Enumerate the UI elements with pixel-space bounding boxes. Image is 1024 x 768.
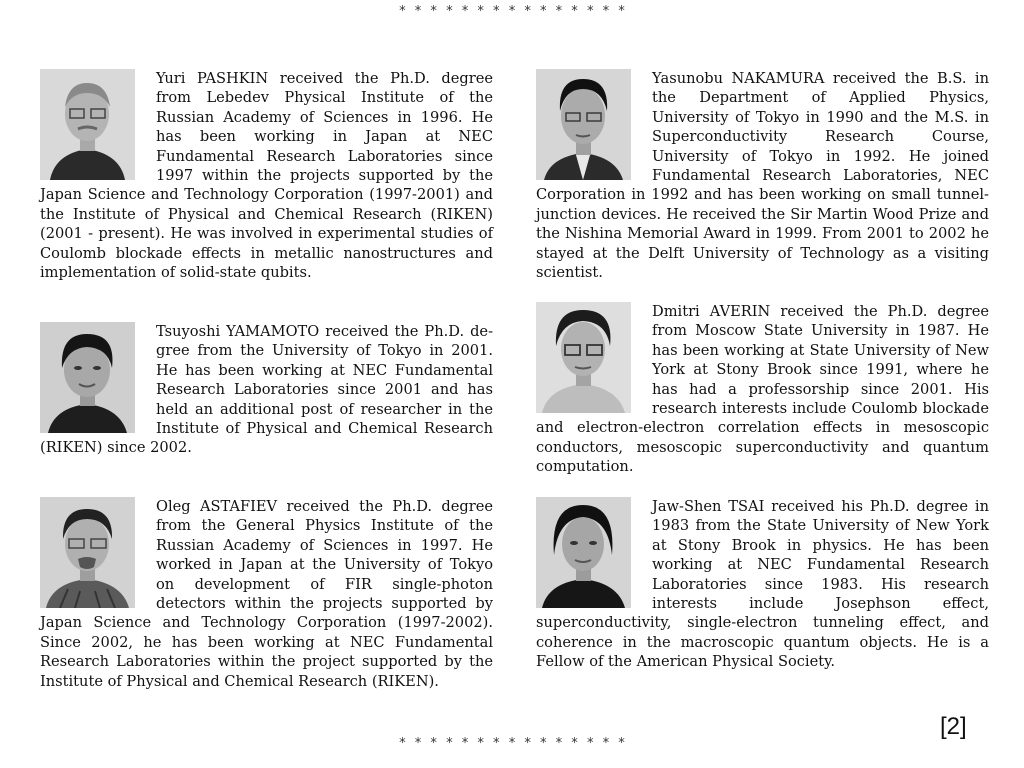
bio-averin xyxy=(536,302,989,477)
bio-yamamoto xyxy=(40,322,493,458)
bio-text-astafiev: Oleg ASTAFIEV received the Ph.D. degree from the General Physics Institute of the Russian Academy of Sciences in 1997. He worked in Japan at the University of Tokyo on development of FIR single-photon detectors within the projects supported by Japan Science and Technology Corporation (1997-2002). Since 2002, he has been working at NEC Fundamental Research Laboratories within the project supported by the Institute of Physical and Chemical Research (RIKEN). xyxy=(40,498,493,690)
portrait-photo-astafiev xyxy=(40,497,135,608)
bottom-star-divider: * * * * * * * * * * * * * * * xyxy=(398,736,626,751)
bio-text-tsai: Jaw-Shen TSAI received his Ph.D. degree in 1983 from the State University of New York at Stony Brook in physics. He has been working at NEC Fundamental Research Laboratories since 1983. His research interests include Josephson effect, superconductivity, single-electron tunneling effect, and coherence in the macroscopic quantum objects. He is a Fellow of the American Physical Society. xyxy=(536,498,989,671)
bio-tsai xyxy=(536,497,989,672)
bio-text-nakamura: Yasunobu NAKAMURA received the B.S. in the Department of Applied Physics, University of Tokyo in 1990 and the M.S. in Superconductivity Research Course, University of Tokyo in 1992. He joined Fundamental Research Laboratories, NEC Corporation in 1992 and has been working on small tunnel-junction devices. He received the Sir Martin Wood Prize and the Nishina Memorial Award in 1999. From 2001 to 2002 he stayed at the Delft University of Technology as a visiting scientist. xyxy=(536,70,989,282)
portrait-photo-pashkin xyxy=(40,69,135,180)
portrait-photo-averin xyxy=(536,302,631,413)
bio-text-yamamoto: Tsuyoshi YAMAMOTO received the Ph.D. degree from the University of Tokyo in 2001. He has been working at NEC Fundamental Research Laboratories since 2001 and has held an additional post of researcher in the Institute of Physical and Chemical Research (RIKEN) since 2002. xyxy=(40,323,493,457)
portrait-photo-nakamura xyxy=(536,69,631,180)
page-number: [2] xyxy=(940,713,967,740)
bio-pashkin xyxy=(40,69,493,282)
bio-text-averin: Dmitri AVERIN received the Ph.D. degree from Moscow State University in 1987. He has been working at State University of New York at Stony Brook since 1991, where he has had a professorship since 2001. His research interests include Coulomb blockade and electron-electron correlation effects in mesoscopic conductors, mesoscopic superconductivity and quantum computation. xyxy=(536,303,989,476)
portrait-photo-tsai xyxy=(536,497,631,608)
portrait-photo-yamamoto xyxy=(40,322,135,433)
bio-text-pashkin: Yuri PASHKIN received the Ph.D. degree from Lebedev Physical Institute of the Russian Academy of Sciences in 1996. He has been working in Japan at NEC Fundamental Research Laboratories since 1997 within the projects supported by the Japan Science and Technology Corporation (1997-2001) and the Institute of Physical and Chemical Research (RIKEN) (2001 - present). He was involved in experimental studies of Coulomb blockade effects in metallic nanostructures and implementation of solid-state qubits. xyxy=(40,70,493,282)
bio-astafiev xyxy=(40,497,493,691)
top-star-divider: * * * * * * * * * * * * * * * xyxy=(398,4,626,19)
bio-nakamura xyxy=(536,69,989,282)
